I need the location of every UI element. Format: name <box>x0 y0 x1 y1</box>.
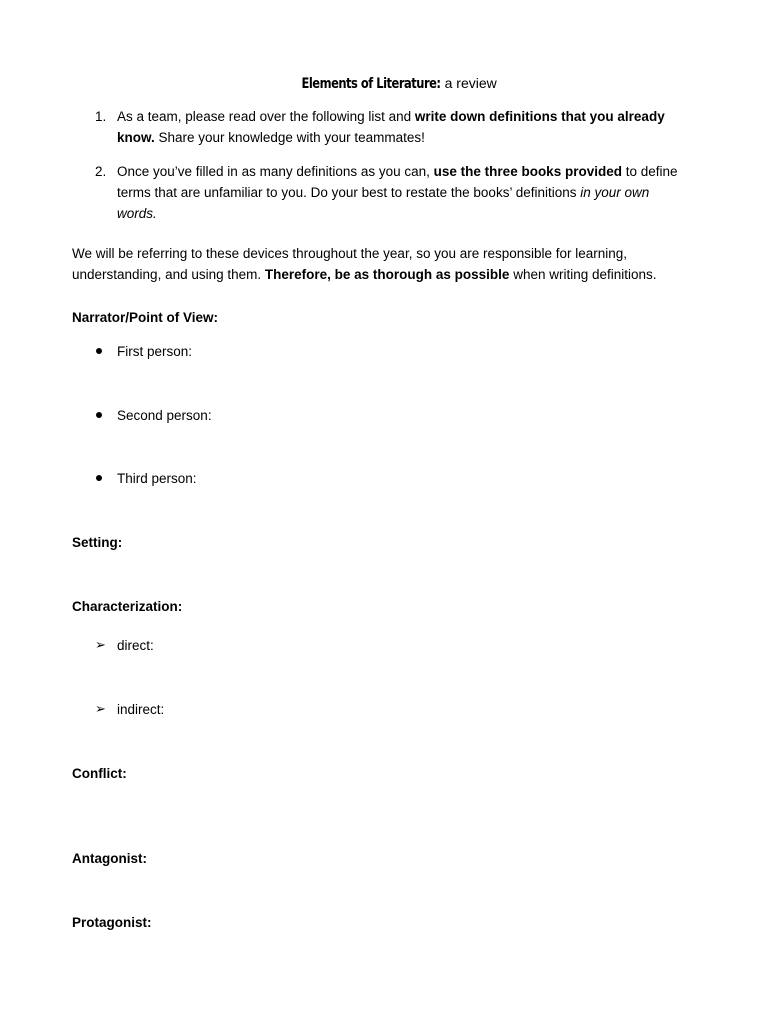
list-item-label: indirect: <box>117 702 165 717</box>
list-item-third-person <box>95 468 197 489</box>
instruction-text-bold: write down definitions that you already know. <box>117 109 665 145</box>
title-main: Elements of Literature: <box>301 76 441 92</box>
list-item-label: Third person: <box>117 471 197 486</box>
instruction-number: 2. <box>95 164 107 179</box>
title-subtitle: a review <box>440 75 497 91</box>
instruction-text-part: Share your knowledge with your teammates! <box>154 130 425 145</box>
list-item-indirect: ➢ indirect: <box>95 702 165 717</box>
heading-protagonist: Protagonist: <box>72 915 152 930</box>
list-item-label: First person: <box>117 344 193 359</box>
heading-characterization: Characterization: <box>72 599 183 614</box>
intro-paragraph <box>72 243 692 285</box>
heading-setting: Setting: <box>72 535 123 550</box>
list-item-second-person <box>95 405 212 426</box>
page-title <box>0 73 768 95</box>
instruction-text-part: Once you’ve filled in as many definitions as you can, <box>117 164 434 179</box>
instruction-item-1 <box>92 106 688 148</box>
instruction-text-part: to define terms that are unfamiliar to you. Do your best to restate the books’ definitions <box>117 164 678 200</box>
instruction-number: 1. <box>95 109 107 124</box>
heading-antagonist: Antagonist: <box>72 851 147 866</box>
instruction-text-italic: in your own words. <box>117 185 650 221</box>
list-item-direct: ➢ direct: <box>95 638 154 653</box>
instruction-item-2 <box>92 161 688 224</box>
list-item-label: direct: <box>117 638 154 653</box>
instruction-text <box>117 161 688 224</box>
intro-text-bold: Therefore, be as thorough as possible <box>264 267 510 282</box>
intro-text-part: when writing definitions. <box>509 267 657 282</box>
instruction-text-bold: use the three books provided <box>433 164 622 179</box>
heading-narrator: Narrator/Point of View: <box>72 310 219 325</box>
list-item-label: Second person: <box>117 408 212 423</box>
list-item-first-person <box>95 341 192 362</box>
instruction-text <box>117 106 688 148</box>
intro-text-part: We will be referring to these devices throughout the year, so you are responsible for learning, understanding, and using them. <box>72 246 628 282</box>
heading-conflict: Conflict: <box>72 766 127 781</box>
instruction-text-part: As a team, please read over the following list and <box>117 109 415 124</box>
